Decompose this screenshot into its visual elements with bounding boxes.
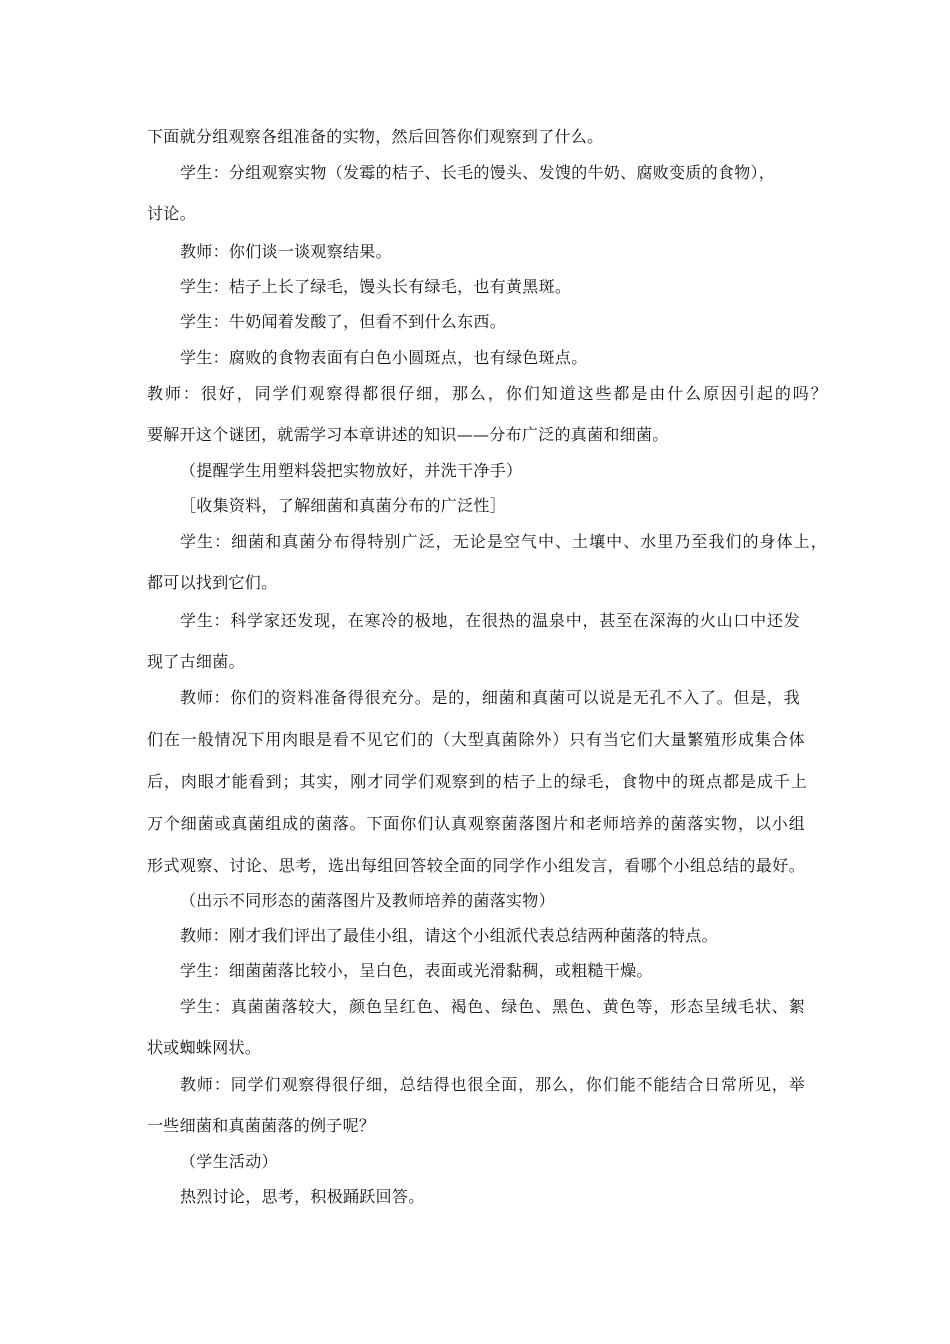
text-line: 学生：腐败的食物表面有白色小圆斑点，也有绿色斑点。 xyxy=(180,348,588,367)
text-line: （学生活动） xyxy=(180,1152,278,1171)
text-line: 们在一般情况下用肉眼是看不见它们的（大型真菌除外）只有当它们大量繁殖形成集合体 xyxy=(147,730,805,749)
text-line: 教师：你们谈一谈观察结果。 xyxy=(180,242,392,261)
text-line: 下面就分组观察各组准备的实物，然后回答你们观察到了什么。 xyxy=(147,127,604,146)
text-line: 学生：分组观察实物（发霉的桔子、长毛的馒头、发馊的牛奶、腐败变质的食物）， xyxy=(180,163,776,182)
text-line: 学生：牛奶闻着发酸了，但看不到什么东西。 xyxy=(180,312,507,331)
text-line: 学生：细菌和真菌分布得特别广泛，无论是空气中、土壤中、水里乃至我们的身体上， xyxy=(180,532,827,551)
text-line: （出示不同形态的菌落图片及教师培养的菌落实物） xyxy=(180,891,555,910)
text-line: 学生：桔子上长了绿毛，馒头长有绿毛，也有黄黑斑。 xyxy=(180,277,572,296)
text-line: 教师：同学们观察得很仔细，总结得也很全面，那么，你们能不能结合日常所见，举 xyxy=(180,1075,805,1094)
text-line: 教师：很好，同学们观察得都很仔细，那么，你们知道这些都是由什么原因引起的吗？ xyxy=(147,384,827,403)
text-line: 热烈讨论，思考，积极踊跃回答。 xyxy=(180,1187,425,1206)
text-line: 后，肉眼才能看到；其实，刚才同学们观察到的桔子上的绿毛，食物中的斑点都是成千上 xyxy=(147,772,807,791)
text-line: 学生：科学家还发现，在寒冷的极地，在很热的温泉中，甚至在深海的火山口中还发 xyxy=(180,611,800,630)
text-line: 都可以找到它们。 xyxy=(147,573,278,592)
text-line: 形式观察、讨论、思考，选出每组回答较全面的同学作小组发言，看哪个小组总结的最好。 xyxy=(147,856,805,875)
text-line: 一些细菌和真菌菌落的例子呢？ xyxy=(147,1116,376,1135)
text-line: 学生：真菌菌落较大，颜色呈红色、褐色、绿色、黑色、黄色等，形态呈绒毛状、絮 xyxy=(180,997,805,1016)
text-line: 学生：细菌菌落比较小，呈白色，表面或光滑黏稠，或粗糙干燥。 xyxy=(180,961,653,980)
text-line: 教师：你们的资料准备得很充分。是的，细菌和真菌可以说是无孔不入了。但是，我 xyxy=(180,688,800,707)
text-line: 教师：刚才我们评出了最佳小组，请这个小组派代表总结两种菌落的特点。 xyxy=(180,926,718,945)
text-line: 要解开这个谜团，就需学习本章讲述的知识——分布广泛的真菌和细菌。 xyxy=(147,425,669,444)
text-line: 现了古细菌。 xyxy=(147,652,245,671)
text-line: 状或蜘蛛网状。 xyxy=(147,1038,262,1057)
text-line: 万个细菌或真菌组成的菌落。下面你们认真观察菌落图片和老师培养的菌落实物，以小组 xyxy=(147,814,805,833)
text-line: ［收集资料，了解细菌和真菌分布的广泛性］ xyxy=(180,496,507,515)
text-line: （提醒学生用塑料袋把实物放好，并洗干净手） xyxy=(180,461,523,480)
text-line: 讨论。 xyxy=(147,204,196,223)
